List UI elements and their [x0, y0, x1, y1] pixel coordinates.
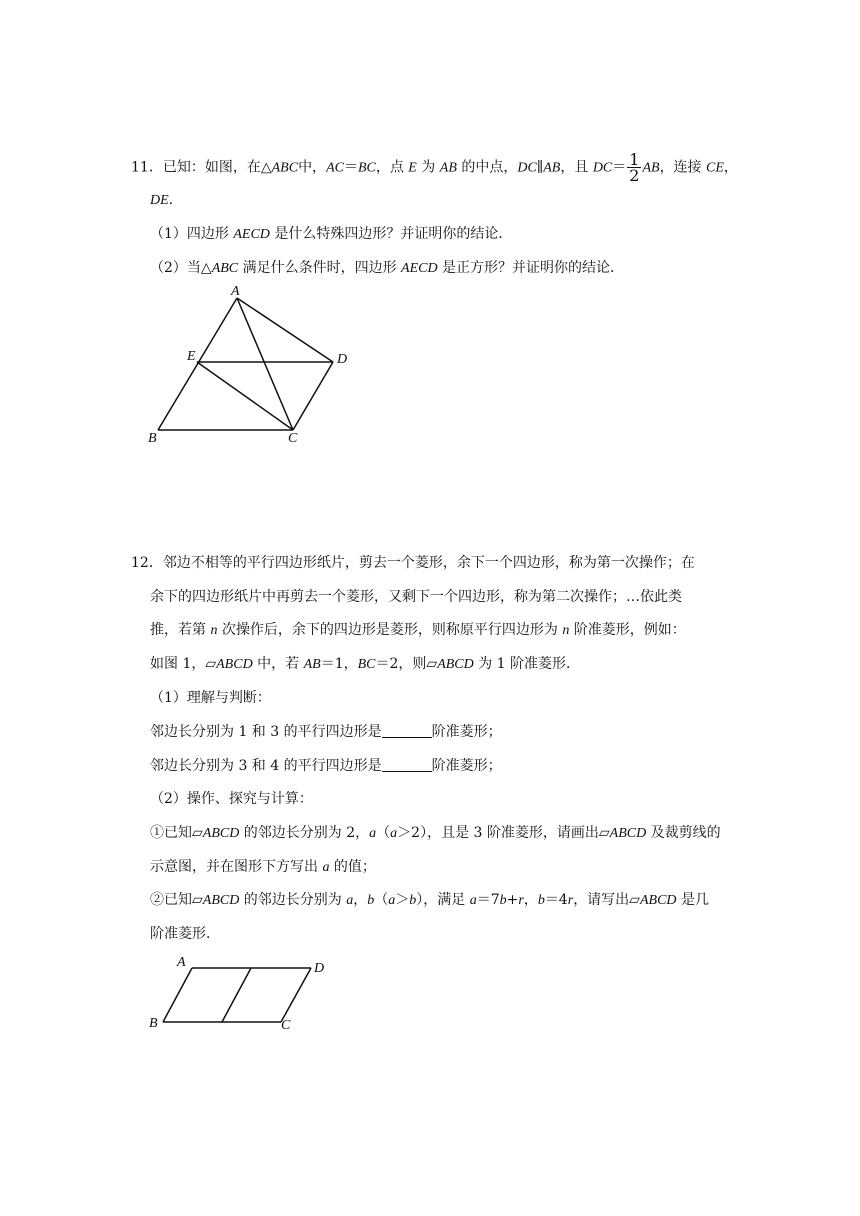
label-C: C — [281, 1018, 291, 1033]
segment-AC — [237, 298, 293, 430]
fraction-one-half: $\frac{1}{2}$ — [629, 150, 640, 185]
q12-line-2: 余下的四边形纸片中再剪去一个菱形，又剩下一个四边形，称为第二次操作；…依此类 — [150, 589, 682, 605]
segment-AD — [237, 298, 333, 362]
q11-part-2: （2）当△ABC 满足什么条件时，四边形 AECD 是正方形？并证明你的结论． — [150, 260, 625, 276]
label-E: E — [187, 349, 196, 364]
segment-DC — [281, 968, 311, 1022]
q11-part-1: （1）四边形 AECD 是什么特殊四边形？并证明你的结论． — [150, 226, 513, 242]
segment-AB — [158, 298, 237, 430]
label-D: D — [337, 352, 348, 367]
segment-DC — [293, 362, 333, 430]
q12-sub-1: 邻边长分别为 1 和 3 的平行四边形是 阶准菱形； — [150, 724, 502, 740]
label-A: A — [231, 284, 240, 299]
q12-line-1: 12．邻边不相等的平行四边形纸片，剪去一个菱形，余下一个四边形，称为第一次操作；在 — [131, 555, 695, 571]
label-C: C — [288, 431, 298, 446]
cut-line — [222, 968, 251, 1022]
segment-EC — [197, 362, 293, 430]
q12-part-1: （1）理解与判断： — [150, 690, 271, 706]
segment-AB — [163, 968, 192, 1022]
answer-blank-2[interactable] — [382, 757, 432, 772]
label-A: A — [177, 955, 186, 970]
q12-sub-2: 邻边长分别为 3 和 4 的平行四边形是 阶准菱形； — [150, 758, 502, 774]
q12-line-4: 如图 1，▱ABCD 中，若 AB＝1，BC＝2，则▱ABCD 为 1 阶准菱形． — [150, 656, 581, 672]
q12-c2-line-1: ②已知▱ABCD 的邻边长分别为 a，b（a＞b），满足 a＝7b+r，b＝4r，请写出▱ABCD 是几 — [150, 892, 709, 908]
q12-c1-line-1: ①已知▱ABCD 的邻边长分别为 2，a（a＞2），且是 3 阶准菱形，请画出▱ABCD 及裁剪线的 — [150, 825, 721, 841]
label-D: D — [314, 961, 325, 976]
q12-part-2: （2）操作、探究与计算： — [150, 791, 313, 807]
q11-line-1: 11．已知：如图，在△ABC中，AC＝BC，点 E 为 AB 的中点，DC∥AB，且 DC＝ $\frac{1}{2}$ AB，连接 CE， — [131, 150, 738, 185]
answer-blank-1[interactable] — [382, 723, 432, 738]
q12-c2-line-2: 阶准菱形． — [150, 926, 220, 942]
label-B: B — [149, 1016, 158, 1031]
q11-line-2: DE. — [150, 192, 174, 208]
q12-line-3: 推，若第 n 次操作后，余下的四边形是菱形，则称原平行四边形为 n 阶准菱形，例如： — [150, 622, 686, 638]
label-B: B — [148, 431, 157, 446]
q12-c1-line-2: 示意图，并在图形下方写出 a 的值； — [150, 859, 376, 875]
